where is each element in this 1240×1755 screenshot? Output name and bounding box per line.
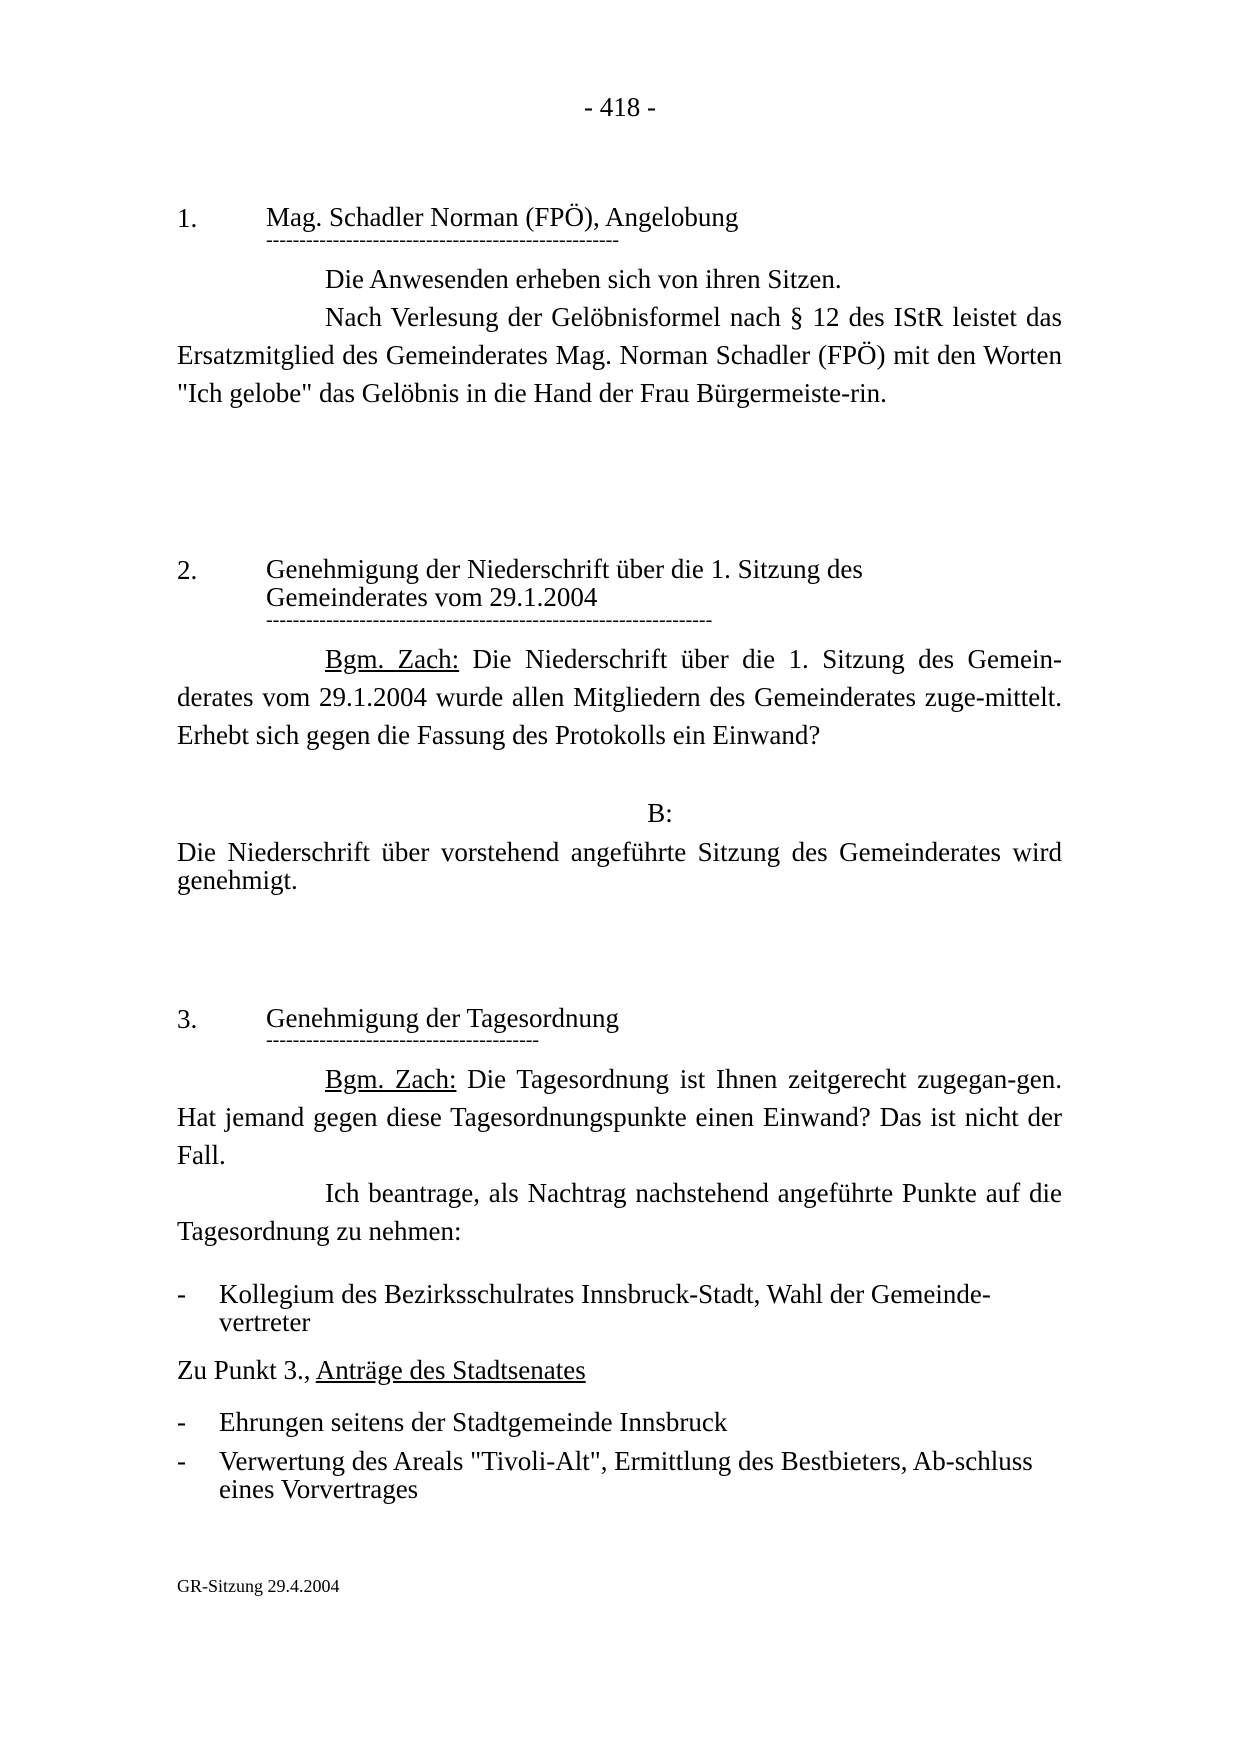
zu-punkt-line <box>177 1355 586 1386</box>
section-2-title-line-1: Genehmigung der Niederschrift über die 1. Sitzung des <box>266 554 863 584</box>
section-2-para-1 <box>177 640 1062 754</box>
section-3-para-1-text: Die Tagesordnung ist Ihnen zeitgerecht zugegan-gen. Hat jemand gegen diese Tagesordnungspunkte einen Einwand? Das ist nicht der Fall. <box>177 1064 1062 1170</box>
list-item <box>177 1280 1062 1336</box>
section-1-para-2: Nach Verlesung der Gelöbnisformel nach § 12 des IStR leistet das Ersatzmitglied des Gemeinderates Mag. Norman Schadler (FPÖ) mit den Worten "Ich gelobe" das Gelöbnis in die Hand der Frau Bürgermeiste-rin. <box>177 302 1062 408</box>
zu-punkt-title: Anträge des Stadtsenates <box>315 1355 586 1385</box>
section-3-para-2: Ich beantrage, als Nachtrag nachstehend angeführte Punkte auf die Tagesordnung zu nehmen: <box>177 1178 1062 1246</box>
section-3-para-1 <box>177 1060 1062 1174</box>
section-2-title-line-2: Gemeinderates vom 29.1.2004 <box>266 582 598 612</box>
page-number: - 418 - <box>584 92 656 122</box>
bullet-text: Verwertung des Areals "Tivoli-Alt", Ermittlung des Bestbieters, Ab-schluss eines Vorvertrages <box>219 1446 1033 1504</box>
page-footer: GR-Sitzung 29.4.2004 <box>177 1576 340 1596</box>
section-2-title <box>266 555 863 611</box>
section-2-underline: ------------------------------------------------------------------- <box>266 610 713 630</box>
section-3-underline: ----------------------------------------- <box>266 1030 540 1050</box>
list-item <box>177 1447 1062 1503</box>
bullet-dash: - <box>177 1279 186 1309</box>
bullet-text: Ehrungen seitens der Stadtgemeinde Innsbruck <box>219 1407 728 1437</box>
section-3-title: Genehmigung der Tagesordnung <box>266 1003 620 1033</box>
section-2-number: 2. <box>177 555 198 585</box>
bullet-dash: - <box>177 1407 186 1437</box>
section-1-para-1: Die Anwesenden erheben sich von ihren Sitzen. <box>325 264 842 294</box>
section-1-title: Mag. Schadler Norman (FPÖ), Angelobung <box>266 202 739 232</box>
zu-punkt-prefix: Zu Punkt 3., <box>177 1355 316 1385</box>
section-1-underline: ----------------------------------------------------- <box>266 230 619 250</box>
bullet-dash: - <box>177 1446 186 1476</box>
list-item <box>177 1408 1062 1436</box>
resolution-label: B: <box>647 798 673 828</box>
resolution-text: Die Niederschrift über vorstehend angeführte Sitzung des Gemeinderates wird genehmigt. <box>177 837 1062 895</box>
speaker-label: Bgm. Zach: <box>325 1064 457 1094</box>
bullet-text: Kollegium des Bezirksschulrates Innsbruck-Stadt, Wahl der Gemeinde-vertreter <box>219 1279 991 1337</box>
speaker-label: Bgm. Zach: <box>325 644 460 674</box>
section-3-number: 3. <box>177 1004 198 1034</box>
section-1-number: 1. <box>177 203 198 233</box>
section-1-body <box>177 260 1062 412</box>
section-2-para-1-text: Die Niederschrift über die 1. Sitzung des Gemein-derates vom 29.1.2004 wurde allen Mitgliedern des Gemeinderates zuge-mittelt. Erhebt sich gegen die Fassung des Protokolls ein Einwand? <box>177 644 1062 750</box>
